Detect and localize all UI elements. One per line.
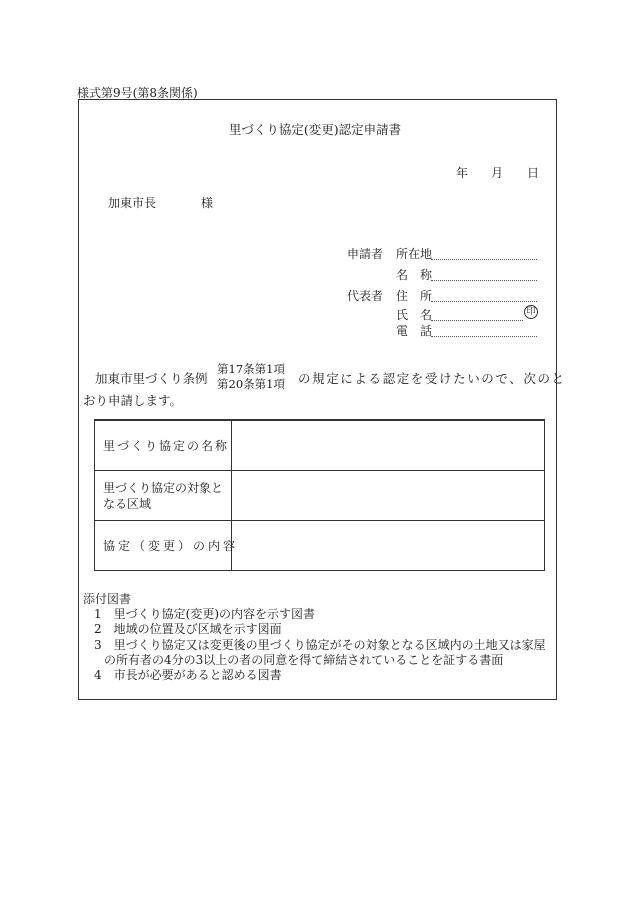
attachment-number: 3: [94, 638, 102, 652]
row-label-target-area: [103, 480, 223, 512]
date-day-label: 日: [527, 166, 540, 180]
statement-line-2: おり申請します。: [83, 393, 183, 408]
attachment-text-continued: の所有者の4分の3以上の者の同意を得て締結されていることを証する書面: [104, 653, 504, 667]
representative-address-line[interactable]: [431, 301, 537, 302]
date-month-label: 月: [491, 166, 504, 180]
addressee-honorific: 様: [201, 196, 214, 210]
representative-address-label: 住 所: [396, 289, 433, 303]
statement-article-1: 第17条第1項: [217, 362, 285, 376]
applicant-name-line[interactable]: [431, 280, 537, 281]
phone-line[interactable]: [431, 336, 537, 337]
row-label-agreement-content: 協定（変更）の内容: [103, 539, 239, 553]
row-label-target-area-line-2: なる区域: [103, 497, 152, 511]
phone-label: 電 話: [396, 324, 433, 338]
applicant-role-label: 申請者: [347, 247, 384, 261]
addressee-name: 加東市長: [108, 196, 157, 210]
attachment-text: 里づくり協定(変更)の内容を示す図書: [113, 607, 316, 621]
applicant-address-line[interactable]: [431, 259, 537, 260]
applicant-address-label: 所在地: [396, 247, 433, 261]
statement-prefix: 加東市里づくり条例: [95, 371, 208, 386]
statement-article-2: 第20条第1項: [217, 377, 285, 391]
attachment-item: [94, 666, 282, 683]
attachment-text: 里づくり協定又は変更後の里づくり協定がその対象となる区域内の土地又は家屋: [113, 638, 546, 652]
date-year-label: 年: [456, 166, 469, 180]
seal-mark: 印: [524, 305, 538, 319]
attachment-number: 1: [94, 607, 102, 621]
attachment-text: 市長が必要があると認める図書: [113, 668, 282, 682]
row-label-target-area-line-1: 里づくり協定の対象と: [103, 481, 224, 495]
representative-role-label: 代表者: [347, 289, 384, 303]
table-row: [95, 420, 544, 471]
row-label-agreement-name: 里づくり協定の名称: [103, 439, 230, 453]
representative-name-line[interactable]: [431, 320, 523, 321]
document-title: 里づくり協定(変更)認定申請書: [228, 122, 402, 137]
attachments-title: 添付図書: [83, 592, 132, 606]
attachment-number: 2: [94, 622, 102, 636]
applicant-name-label: 名 称: [396, 268, 433, 282]
attachment-text: 地域の位置及び区域を示す図面: [113, 622, 282, 636]
statement-suffix: の規定による認定を受けたいので、次のと: [298, 371, 566, 386]
attachment-item: [94, 620, 282, 637]
representative-name-label: 氏 名: [396, 308, 433, 322]
table-row: [95, 470, 544, 521]
form-number-label: 様式第9号(第8条関係): [77, 86, 198, 100]
agreement-table: [94, 419, 545, 571]
table-row: [95, 520, 544, 571]
attachment-number: 4: [94, 668, 102, 682]
